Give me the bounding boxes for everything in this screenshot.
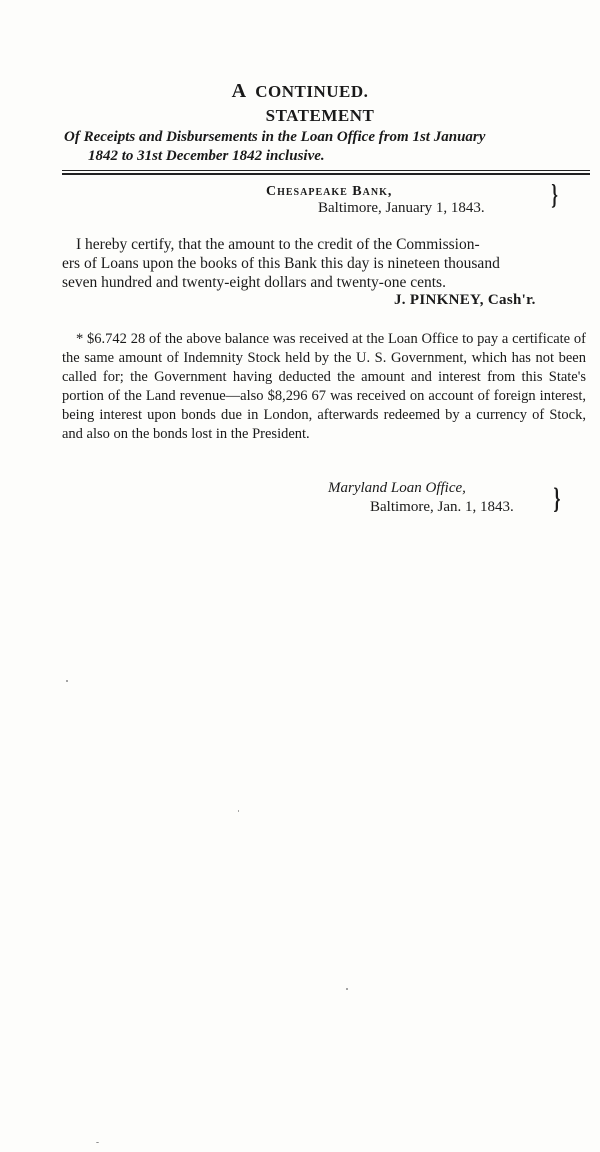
subtitle-line1: Of Receipts and Disbursements in the Loan Office from 1st January xyxy=(64,129,486,145)
cashier-signature: J. PINKNEY, Cash'r. xyxy=(394,292,536,308)
office-date: Baltimore, Jan. 1, 1843. xyxy=(370,499,514,515)
paper-speck xyxy=(96,1142,99,1143)
certificate-line1: I hereby certify, that the amount to the credit of the Commission- xyxy=(76,236,480,253)
bank-date: Baltimore, January 1, 1843. xyxy=(318,200,485,216)
bank-name: Chesapeake Bank, xyxy=(266,184,393,199)
paper-speck xyxy=(346,988,348,990)
footnote xyxy=(62,330,586,444)
heading-statement: STATEMENT xyxy=(265,106,375,125)
certificate-line3: seven hundred and twenty-eight dollars and twenty-one cents. xyxy=(62,274,446,291)
paper-speck xyxy=(238,810,239,812)
certificate-paragraph xyxy=(62,235,590,292)
subtitle-line2: 1842 to 31st December 1842 inclusive. xyxy=(88,148,325,164)
paper-speck xyxy=(66,680,68,682)
heading-letter: A xyxy=(231,80,247,102)
brace-icon: } xyxy=(551,180,558,211)
subtitle xyxy=(64,128,590,166)
brace-icon: } xyxy=(553,482,561,515)
divider-thin xyxy=(62,170,590,171)
certificate-line2: ers of Loans upon the books of this Bank this day is nineteen thousand xyxy=(62,255,500,272)
divider-thick xyxy=(62,173,590,175)
heading-continued-text: CONTINUED. xyxy=(255,82,369,101)
office-name: Maryland Loan Office, xyxy=(328,480,466,496)
heading-continued xyxy=(0,80,600,103)
footnote-text: * $6.742 28 of the above balance was received at the Loan Office to pay a certificate of the same amount of Indemnity Stock held by the U. S. Government, which has not been called for; the Government having deducted the amount and interest from this State's portion of the Land revenue—also $8,296 67 was received on account of foreign interest, being interest upon bonds due in London, afterwards redeemed by a currency of Stock, and also on the bonds lost in the President. xyxy=(62,331,586,442)
